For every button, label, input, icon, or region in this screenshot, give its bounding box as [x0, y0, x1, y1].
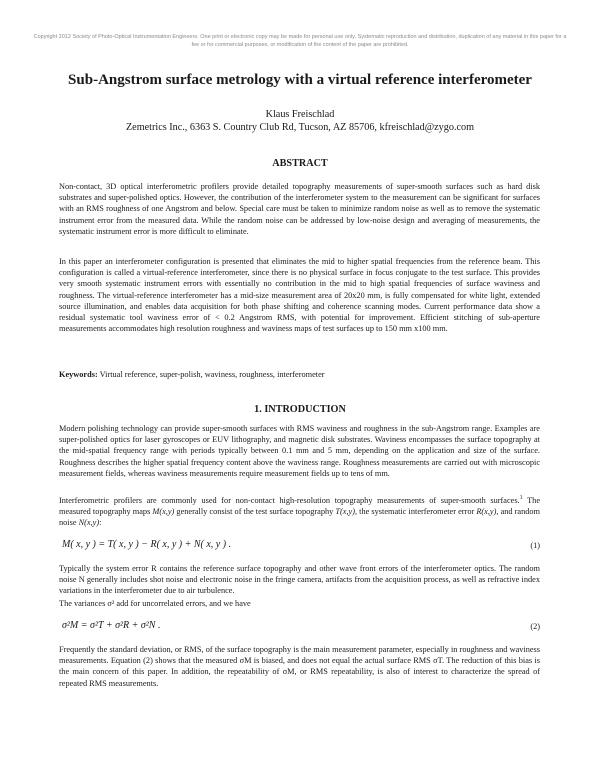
keywords-line	[59, 369, 540, 380]
intro-paragraph-5: Frequently the standard deviation, or RMS, of the surface topography is the main measurement parameter, especially in roughness and waviness measurements. Equation (2) shows that the measured σM is biased, and does not equal the actual surface RMS σT. The reduction of this bias is the main concern of this paper. In addition, the repeatability of σM, or RMS repeatability, is also of interest to characterize the spread of repeated RMS measurements.	[59, 645, 540, 688]
equation-2-body: σ²M = σ²T + σ²R + σ²N .	[62, 620, 161, 631]
abstract-paragraph-2: In this paper an interferometer configuration is presented that eliminates the mid to higher spatial frequencies from the reference beam. This configuration is called a virtual-reference interferometer, since there is no physical surface in focus conjugate to the test surface. This provides very smooth systematic instrument errors with essentially no contribution in the mid to high spatial frequencies of surface waviness and roughness. The virtual-reference interferometer has a mid-size measurement area of 20x20 mm, is fully compensated for white light, extended source illumination, and enables data acquisition for both phase shifting and coherence scanning modes. Current performance data show a residual systematic tool waviness error of < 0.2 Angstrom RMS, with potential for improvement. Efficient stitching of sub-aperture measurements accommodates high resolution roughness and waviness maps of test surfaces up to 150 mm x100 mm.	[59, 257, 540, 334]
keywords-label: Keywords:	[59, 370, 98, 379]
intro-paragraph-1: Modern polishing technology can provide super-smooth surfaces with RMS waviness and roughness in the sub-Angstrom range. Examples are super-polished optics for laser gyroscopes or EUV lithography, and magnetic disk substrates. Waviness encompasses the surface topography at the mid-spatial frequency range with periods typically between 0.1 mm and 5 mm, depending on the application and size of the surface. Roughness describes the higher spatial frequency content above the waviness range. Roughness measurements are carried out with microscopic measurement fields, whereas waviness measurements require measurement fields up to tens of mm.	[59, 424, 540, 478]
intro-paragraph-4: The variances σ² add for uncorrelated errors, and we have	[59, 599, 251, 608]
abstract-paragraph-1: Non-contact, 3D optical interferometric profilers provide detailed topography measurements of super-smooth surfaces such as hard disk substrates and super-polished optics. However, the contribution of the interferometer system to the measurement can be significant for surfaces with an RMS roughness of one Angstrom and below. Special care must be taken to minimize random noise as well as to remove the systematic instrument error from the measured data. While the random noise can be addressed by low-noise design and averaging of measurements, the systematic instrument error is more difficult to eliminate.	[59, 182, 540, 236]
abstract-heading: ABSTRACT	[272, 158, 328, 169]
introduction-heading: 1. INTRODUCTION	[254, 404, 346, 415]
equation-1-number: (1)	[530, 541, 540, 550]
intro-paragraph-3: Typically the system error R contains the reference surface topography and other wave front errors of the interferometer optics. The random noise N generally includes shot noise and electronic noise in the fringe camera, artifacts from the acquisition process, as well as refractive index variations in the interferometer due to air turbulence.	[59, 564, 540, 596]
author-affiliation: Zemetrics Inc., 6363 S. Country Club Rd, Tucson, AZ 85706, kfreischlad@zygo.com	[125, 122, 475, 133]
equation-1	[62, 539, 540, 550]
equation-2-number: (2)	[530, 622, 540, 631]
equation-1-body: M( x, y ) = T( x, y ) − R( x, y ) + N( x, y ) .	[62, 539, 232, 550]
equation-2	[62, 620, 540, 631]
copyright-notice: Copyright 2012 Society of Photo-Optical Instrumentation Engineers. One print or electronic copy may be made for personal use only. Systematic reproduction and distribution, duplication of any material in this paper for a fee or for commercial purposes, or modification of the content of the paper are prohibited.	[33, 34, 567, 48]
intro-paragraph-2: Interferometric profilers are commonly used for non-contact high-resolution topography measurements of super-smooth surfaces.$^1$ The measured topography maps M(x,y) generally consist of the test surface topography T(x,y), the systematic interferometer error R(x,y), and random noise N(x,y):	[59, 495, 541, 528]
keywords-text: Virtual reference, super-polish, waviness, roughness, interferometer	[97, 370, 325, 379]
reference-1: 1	[519, 495, 523, 501]
paper-title: Sub-Angstrom surface metrology with a virtual reference interferometer	[68, 72, 532, 88]
author-name: Klaus Freischlad	[265, 109, 335, 120]
